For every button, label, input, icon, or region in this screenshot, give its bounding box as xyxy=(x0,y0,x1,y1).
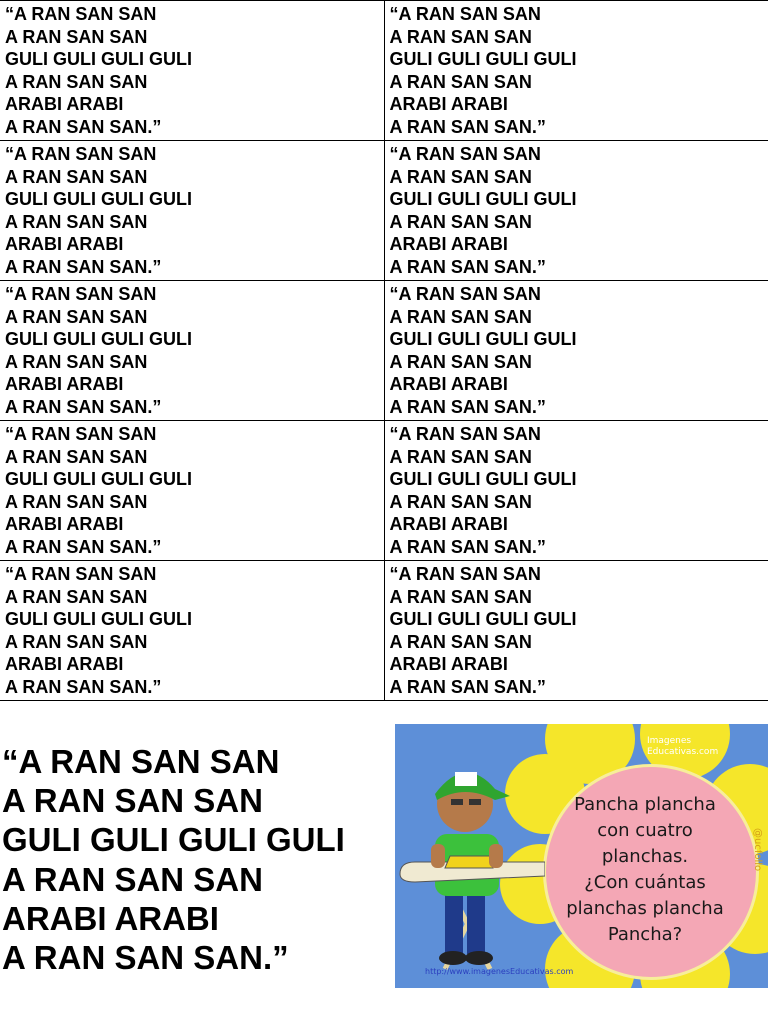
verse-row xyxy=(0,421,768,561)
verse-line: A RAN SAN SAN xyxy=(5,71,148,92)
verse-line: ARABI ARABI xyxy=(5,654,124,674)
verse-line: A RAN SAN SAN.” xyxy=(389,256,546,277)
verse-line: A RAN SAN SAN xyxy=(389,306,532,327)
verse-cell xyxy=(0,421,384,561)
verse-line: ARABI ARABI xyxy=(389,94,508,114)
verse-line: ARABI ARABI xyxy=(389,514,508,534)
verse-cell xyxy=(384,561,768,701)
verse-cell xyxy=(384,281,768,421)
large-verse-line: “A RAN SAN SAN xyxy=(2,743,280,780)
verse-line: A RAN SAN SAN.” xyxy=(389,396,546,417)
tongue-twister-card xyxy=(395,724,768,988)
verse-line: A RAN SAN SAN xyxy=(389,71,532,92)
verse-line: “A RAN SAN SAN xyxy=(5,284,157,304)
verse-line: ARABI ARABI xyxy=(389,234,508,254)
verse-line: A RAN SAN SAN xyxy=(5,491,148,512)
verse-line: A RAN SAN SAN xyxy=(389,211,532,232)
verse-line: ARABI ARABI xyxy=(389,374,508,394)
verse-line: A RAN SAN SAN.” xyxy=(5,396,162,417)
verse-cell xyxy=(384,1,768,141)
large-verse xyxy=(2,742,387,977)
large-verse-line: A RAN SAN SAN xyxy=(2,860,263,898)
verse-row xyxy=(0,281,768,421)
author-handle: @ucfollo xyxy=(752,828,763,872)
large-verse-line: A RAN SAN SAN xyxy=(2,782,263,820)
verse-line: ARABI ARABI xyxy=(5,94,124,114)
verse-line: A RAN SAN SAN xyxy=(389,166,532,187)
verse-line: A RAN SAN SAN xyxy=(5,586,148,607)
verse-line: A RAN SAN SAN xyxy=(5,166,148,187)
verse-line: “A RAN SAN SAN xyxy=(389,564,541,584)
verse-line: A RAN SAN SAN xyxy=(5,351,148,372)
verse-cell xyxy=(0,281,384,421)
verse-line: A RAN SAN SAN xyxy=(389,586,532,607)
verse-line: “A RAN SAN SAN xyxy=(5,144,157,164)
verse-line: “A RAN SAN SAN xyxy=(389,424,541,444)
verse-cell xyxy=(384,141,768,281)
verse-line: ARABI ARABI xyxy=(389,654,508,674)
source-url[interactable]: http://www.imagenesEducativas.com xyxy=(425,967,574,976)
verse-cell xyxy=(384,421,768,561)
verse-line: GULI GULI GULI GULI xyxy=(5,469,192,489)
verse-line: A RAN SAN SAN.” xyxy=(389,676,546,697)
verse-line: A RAN SAN SAN.” xyxy=(389,536,546,557)
verse-line: GULI GULI GULI GULI xyxy=(389,609,577,629)
verse-line: ARABI ARABI xyxy=(5,374,124,394)
verse-line: “A RAN SAN SAN xyxy=(5,4,157,24)
verse-line: GULI GULI GULI GULI xyxy=(5,49,192,69)
verse-line: A RAN SAN SAN xyxy=(5,446,148,467)
verse-line: A RAN SAN SAN xyxy=(389,446,532,467)
verse-line: GULI GULI GULI GULI xyxy=(5,189,192,209)
verse-line: GULI GULI GULI GULI xyxy=(389,469,577,489)
verse-line: A RAN SAN SAN xyxy=(389,491,532,512)
large-verse-line: ARABI ARABI xyxy=(2,899,219,937)
verse-line: A RAN SAN SAN xyxy=(389,631,532,652)
verse-line: GULI GULI GULI GULI xyxy=(389,49,577,69)
verse-line: A RAN SAN SAN.” xyxy=(5,536,162,557)
verse-line: A RAN SAN SAN.” xyxy=(5,116,162,137)
verse-line: A RAN SAN SAN.” xyxy=(5,256,162,277)
verse-line: A RAN SAN SAN xyxy=(5,306,148,327)
verse-row xyxy=(0,141,768,281)
verse-row xyxy=(0,1,768,141)
large-verse-line: GULI GULI GULI GULI xyxy=(2,821,345,859)
verse-row xyxy=(0,561,768,701)
verse-line: GULI GULI GULI GULI xyxy=(5,609,192,629)
verse-line: “A RAN SAN SAN xyxy=(389,284,541,304)
tongue-twister-text: Pancha plancha con cuatro planchas. ¿Con cuántas planchas plancha Pancha? xyxy=(566,794,724,945)
verse-line: “A RAN SAN SAN xyxy=(5,564,157,584)
verse-cell xyxy=(0,561,384,701)
verse-line: A RAN SAN SAN.” xyxy=(389,116,546,137)
verse-line: ARABI ARABI xyxy=(5,234,124,254)
brand-logo: Imagenes Educativas.com xyxy=(647,736,719,757)
verse-line: GULI GULI GULI GULI xyxy=(389,329,577,349)
verse-line: GULI GULI GULI GULI xyxy=(389,189,577,209)
boy-ironing-illustration xyxy=(395,744,545,974)
verse-line: A RAN SAN SAN xyxy=(5,631,148,652)
verse-line: A RAN SAN SAN xyxy=(5,211,148,232)
large-verse-line: A RAN SAN SAN.” xyxy=(2,939,289,977)
verse-line: A RAN SAN SAN xyxy=(5,26,148,47)
verse-line: A RAN SAN SAN xyxy=(389,26,532,47)
verse-line: ARABI ARABI xyxy=(5,514,124,534)
verse-cell xyxy=(0,1,384,141)
verse-line: “A RAN SAN SAN xyxy=(5,424,157,444)
verse-cell xyxy=(0,141,384,281)
verse-line: A RAN SAN SAN.” xyxy=(5,676,162,697)
verse-line: “A RAN SAN SAN xyxy=(389,144,541,164)
verse-line: GULI GULI GULI GULI xyxy=(5,329,192,349)
verse-line: A RAN SAN SAN xyxy=(389,351,532,372)
verse-line: “A RAN SAN SAN xyxy=(389,4,541,24)
